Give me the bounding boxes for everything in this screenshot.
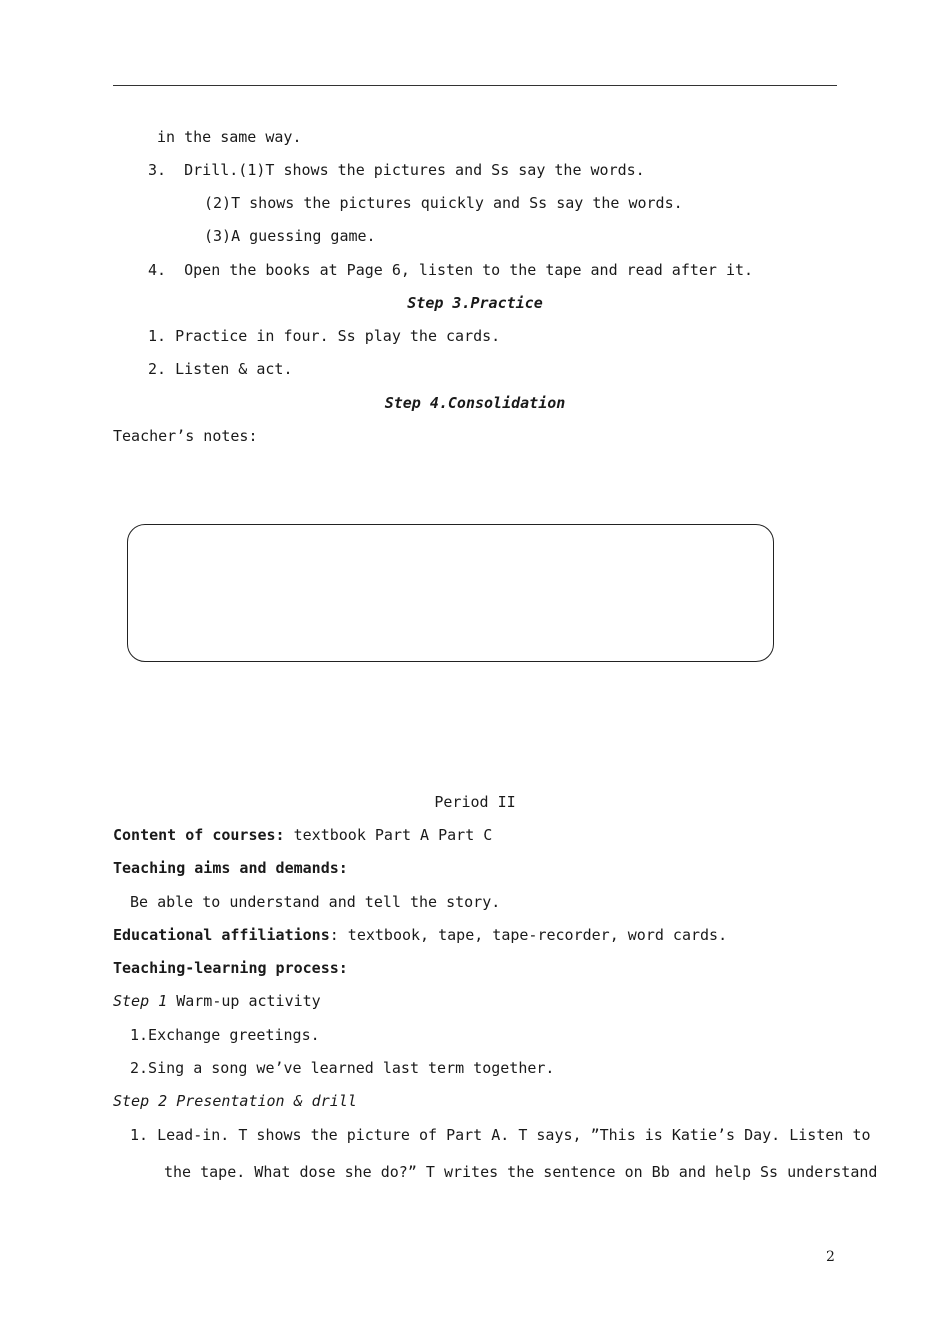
text-line: (2)T shows the pictures quickly and Ss say the words. <box>204 194 683 212</box>
text-line: (3)A guessing game. <box>204 227 376 245</box>
text-line: 3. Drill.(1)T shows the pictures and Ss say the words. <box>148 161 645 179</box>
header-rule <box>113 85 837 86</box>
teachers-notes-label: Teacher’s notes: <box>113 427 258 445</box>
process-label: Teaching-learning process: <box>113 959 348 977</box>
content-label: Content of courses: <box>113 826 285 844</box>
page-number: 2 <box>826 1249 835 1265</box>
text-line: in the same way. <box>157 128 302 146</box>
text-line: 2. Listen & act. <box>148 360 293 378</box>
content-line <box>113 825 492 845</box>
list-item: 2.Sing a song we’ve learned last term together. <box>130 1059 555 1077</box>
aims-label: Teaching aims and demands: <box>113 859 348 877</box>
step1-label: Step 1 <box>113 992 168 1010</box>
step4-heading: Step 4.Consolidation <box>384 394 566 412</box>
step3-heading: Step 3.Practice <box>407 294 543 312</box>
step1-value: Warm-up activity <box>167 992 321 1010</box>
step2-heading: Step 2 Presentation & drill <box>113 1092 357 1110</box>
text-line: 4. Open the books at Page 6, listen to the tape and read after it. <box>148 261 754 279</box>
affiliations-label: Educational affiliations <box>113 926 330 944</box>
list-item: 1.Exchange greetings. <box>130 1026 320 1044</box>
list-item: 1. Lead-in. T shows the picture of Part A. T says, ”This is Katie’s Day. Listen to <box>130 1126 871 1144</box>
affiliations-value: : textbook, tape, tape-recorder, word cards. <box>329 926 728 944</box>
period-title: Period II <box>434 793 516 811</box>
notes-box <box>127 524 774 662</box>
affiliations-line <box>113 925 727 945</box>
text-line: 1. Practice in four. Ss play the cards. <box>148 327 501 345</box>
step1-line <box>113 991 321 1011</box>
list-item-continued: the tape. What dose she do?” T writes the sentence on Bb and help Ss understand <box>164 1163 878 1181</box>
aims-value: Be able to understand and tell the story. <box>130 893 501 911</box>
content-value: textbook Part A Part C <box>284 826 493 844</box>
